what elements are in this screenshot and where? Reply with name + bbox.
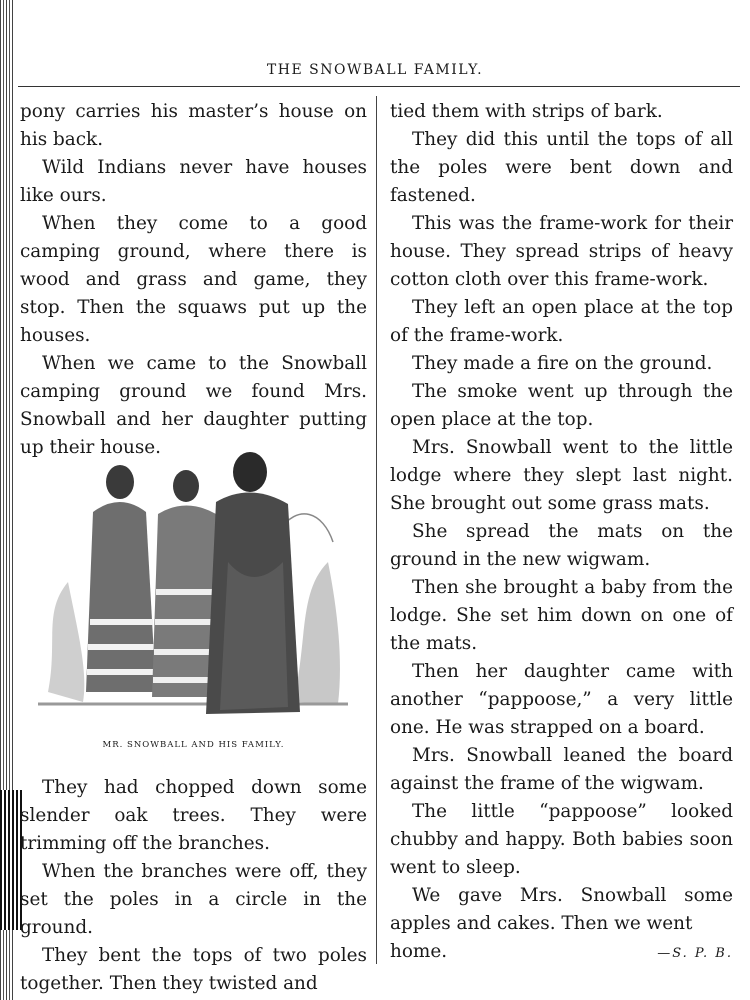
paragraph: pony carries his master’s house on his back. [20, 101, 367, 150]
left-column-bottom [20, 774, 367, 998]
running-header: THE SNOWBALL FAMILY. [266, 62, 484, 78]
paragraph: When they come to a good camping ground, where there is wood and grass and game, they stop. Then the squaws put up the houses. [20, 213, 367, 346]
paragraph: They had chopped down some slender oak trees. They were trimming off the branches. [20, 777, 367, 854]
paragraph: She spread the mats on the ground in the new wigwam. [390, 521, 733, 570]
paragraph: Mrs. Snowball leaned the board against the frame of the wigwam. [390, 745, 733, 794]
paragraph: They did this until the tops of all the poles were bent down and fastened. [390, 129, 733, 206]
paragraph: We gave Mrs. Snowball some apples and cakes. Then we went [390, 885, 733, 934]
paragraph: tied them with strips of bark. [390, 101, 663, 122]
paragraph: They made a fire on the ground. [412, 353, 713, 374]
paragraph: When the branches were off, they set the poles in a circle in the ground. [20, 861, 367, 938]
paragraph: The little “pappoose” looked chubby and happy. Both babies soon went to sleep. [390, 801, 733, 878]
family-illustration [38, 442, 348, 732]
paragraph: When we came to the Snowball camping ground we found Mrs. Snowball and her daughter putting up their house. [20, 353, 367, 458]
paragraph: This was the frame-work for their house. They spread strips of heavy cotton cloth over this frame-work. [390, 213, 733, 290]
paragraph: Wild Indians never have houses like ours. [20, 157, 367, 206]
header-rule [18, 86, 740, 87]
binding-damage [0, 790, 22, 930]
closing-line [390, 938, 733, 968]
author-signature: —S. P. B. [657, 946, 733, 961]
paragraph: Mrs. Snowball went to the little lodge where they slept last night. She brought out some grass mats. [390, 437, 733, 514]
paragraph: They bent the tops of two poles together. Then they twisted and [20, 945, 367, 994]
paragraph: Then her daughter came with another “pappoose,” a very little one. He was strapped on a board. [390, 661, 733, 738]
paragraph: The smoke went up through the open place at the top. [390, 381, 733, 430]
right-column [390, 98, 733, 968]
paragraph: They left an open place at the top of the frame-work. [390, 297, 733, 346]
column-divider [376, 96, 377, 964]
paragraph: Then she brought a baby from the lodge. She set him down on one of the mats. [390, 577, 733, 654]
closing-word: home. [390, 941, 448, 962]
figure-caption: MR. SNOWBALL AND HIS FAMILY. [102, 740, 285, 750]
left-column-top [20, 98, 367, 462]
